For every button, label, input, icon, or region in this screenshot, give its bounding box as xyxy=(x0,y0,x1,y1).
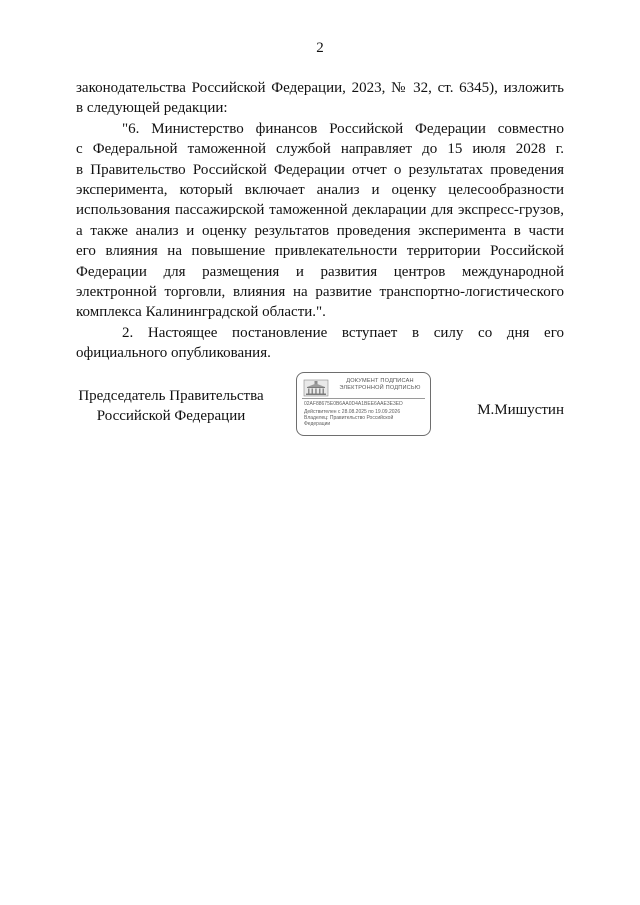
signer-title-line: Председатель Правительства xyxy=(78,388,264,404)
stamp-owner: Федерации xyxy=(304,421,331,427)
electronic-signature-stamp xyxy=(296,372,431,436)
text-line: в следующей редакции: xyxy=(76,100,228,117)
signer-name: М.Мишустин xyxy=(477,402,564,418)
signer-title xyxy=(76,386,266,426)
text-line: "6. Министерство финансов Российской Федерации совместно xyxy=(122,120,564,137)
stamp-header-line: ЭЛЕКТРОННОЙ ПОДПИСЬЮ xyxy=(339,385,421,391)
text-line: а также анализ и оценку результатов проведения эксперимента в части xyxy=(76,222,564,239)
text-line: официального опубликования. xyxy=(76,345,271,362)
text-line: комплекса Калининградской области.". xyxy=(76,304,326,321)
stamp-divider xyxy=(302,398,425,399)
stamp-validity: Действителен с 28.08.2025 по 19.09.2026 xyxy=(304,409,401,415)
text-line: эксперимента, который включает анализ и оценку целесообразности xyxy=(76,181,564,198)
stamp-header xyxy=(333,378,427,392)
government-building-emblem-icon xyxy=(303,379,329,397)
document-body xyxy=(76,78,564,363)
text-line: законодательства Российской Федерации, 2023, № 32, ст. 6345), изложить xyxy=(76,80,564,96)
stamp-owner: Владелец: Правительство Российской xyxy=(304,415,394,421)
stamp-header-line: ДОКУМЕНТ ПОДПИСАН xyxy=(346,378,414,384)
text-line: его влияния на повышение привлекательности территории Российской xyxy=(76,243,564,260)
text-line: с Федеральной таможенной службой направляет до 15 июля 2028 г. xyxy=(76,141,564,158)
text-line: 2. Настоящее постановление вступает в силу со дня его xyxy=(122,324,564,341)
text-line: Федерации для размещения и развития центров международной xyxy=(76,263,564,280)
text-line: в Правительство Российской Федерации отчет о результатах проведения xyxy=(76,161,564,178)
text-line: электронной торговли, влияния на развитие транспортно-логистического xyxy=(76,283,564,300)
signature-block xyxy=(76,378,564,448)
stamp-certificate: 02AF88675E0B6AA0D4A1BEE6AAE3E3ED xyxy=(304,401,403,407)
signer-title-line: Российской Федерации xyxy=(96,408,246,424)
page-number: 2 xyxy=(316,40,324,56)
text-line: использования пассажирской таможенной декларации для экспресс-грузов, xyxy=(76,202,564,219)
